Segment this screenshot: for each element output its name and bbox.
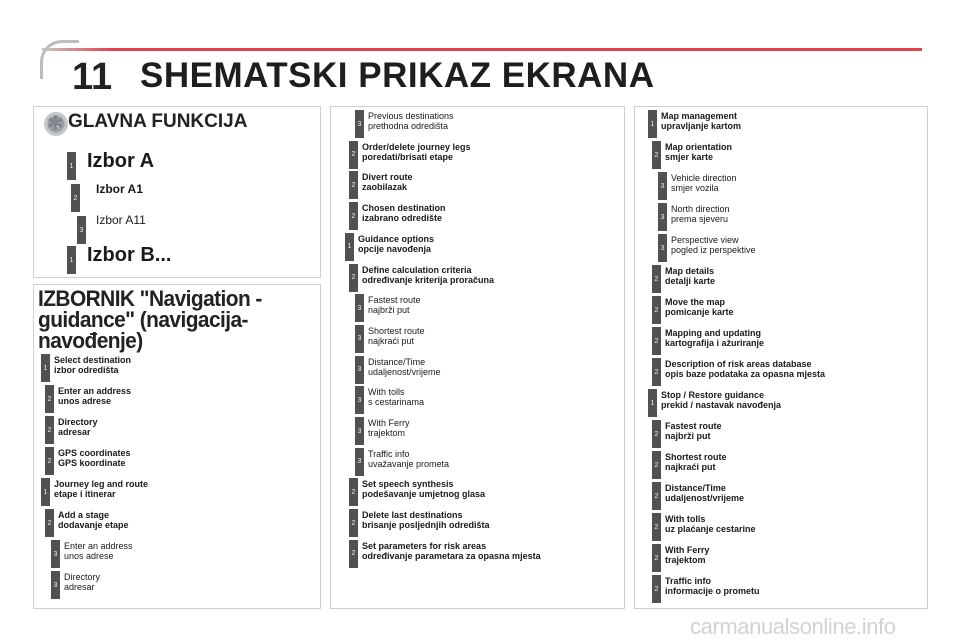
menu-entry-translation: unos adrese (58, 396, 112, 406)
menu-entry-translation: prema sjeveru (671, 214, 729, 224)
menu-entry (362, 541, 541, 561)
menu-entry-translation: unos adrese (64, 551, 114, 561)
menu-entry-english: Select destination (54, 355, 132, 365)
menu-entry-translation: zaobilazak (362, 182, 408, 193)
page-title: SHEMATSKI PRIKAZ EKRANA (140, 56, 655, 95)
menu-entry-english: Enter an address (58, 386, 132, 396)
menu-entry-english: Define calculation criteria (362, 264, 472, 275)
menu-entry (362, 203, 446, 223)
menu-entry-english: Stop / Restore guidance (661, 390, 765, 400)
menu-entry-english: Add a stage (58, 510, 110, 520)
menu-entry-english: Delete last destinations (362, 510, 463, 521)
menu-entry (368, 449, 449, 469)
menu-entry (665, 328, 764, 348)
gear-icon (44, 112, 68, 136)
example-label: Izbor A11 (96, 213, 146, 227)
level-badge: 2 (652, 451, 661, 479)
menu-entry-english: North direction (671, 204, 730, 214)
menu-entry-translation: udaljenost/vrijeme (368, 366, 441, 377)
menu-entry-translation: brisanje posljednjih odredišta (362, 520, 490, 531)
menu-entry-translation: najbrži put (368, 305, 410, 316)
menu-entry-english: Distance/Time (665, 483, 726, 493)
menu-entry (665, 359, 825, 379)
header-rule (42, 48, 922, 51)
level-badge: 3 (355, 110, 364, 138)
menu-entry-english: Enter an address (64, 541, 133, 551)
menu-entry (368, 111, 454, 131)
level-badge: 3 (658, 234, 667, 262)
menu-entry-translation: najkraći put (368, 335, 415, 346)
level-badge: 3 (355, 294, 364, 322)
menu-entry-translation: poredati/brisati etape (362, 151, 454, 162)
menu-entry-translation: trajektom (665, 555, 706, 565)
menu-entry-english: Previous destinations (368, 111, 454, 121)
menu-entry (368, 418, 410, 438)
level-badge: 3 (355, 417, 364, 445)
menu-entry (671, 173, 737, 193)
level-badge: 2 (349, 540, 358, 568)
menu-entry-translation: pogled iz perspektive (671, 245, 756, 255)
menu-entry-english: With tolls (665, 514, 706, 524)
menu-entry-translation: kartografija i ažuriranje (665, 338, 765, 348)
menu-entry (362, 142, 471, 162)
menu-entry-english: Traffic info (368, 448, 410, 459)
page-number: 11 (72, 56, 113, 98)
menu-entry (665, 142, 732, 162)
level-badge: 1 (345, 233, 354, 261)
menu-entry (665, 545, 709, 565)
menu-entry-translation: smjer vozila (671, 183, 719, 193)
menu-entry-english: Distance/Time (368, 356, 426, 367)
level-badge: 2 (652, 544, 661, 572)
menu-entry (58, 386, 131, 406)
level-badge: 1 (41, 354, 50, 382)
menu-entry-english: Description of risk areas database (665, 359, 812, 369)
menu-entry-translation: detalji karte (665, 276, 716, 286)
level-badge: 2 (652, 420, 661, 448)
level-badge: 2 (349, 141, 358, 169)
level-badge: 2 (652, 358, 661, 386)
menu-entry-english: Map management (661, 111, 738, 121)
nav-menu-title-line-2: guidance" (navigacija-navođenje) (38, 307, 248, 353)
footer-watermark: carmanualsonline.info (690, 614, 896, 639)
level-badge: 2 (45, 385, 54, 413)
example-label: Izbor A1 (96, 182, 143, 196)
menu-entry (661, 111, 741, 131)
menu-entry-translation: određivanje parametara za opasna mjesta (362, 550, 541, 561)
menu-entry-english: With tolls (368, 387, 405, 398)
menu-entry (64, 541, 133, 561)
menu-entry-translation: prekid / nastavak navođenja (661, 400, 782, 410)
menu-entry-translation: prethodna odredišta (368, 121, 449, 131)
menu-entry-translation: smjer karte (665, 152, 714, 162)
menu-entry (58, 417, 98, 437)
menu-entry-english: Chosen destination (362, 203, 446, 214)
menu-entry (671, 204, 730, 224)
level-badge: 2 (349, 264, 358, 292)
level-badge: 3 (658, 172, 667, 200)
level-badge: 3 (355, 448, 364, 476)
menu-entry (665, 297, 734, 317)
menu-entry-english: Order/delete journey legs (362, 141, 471, 152)
menu-entry-english: Map orientation (665, 142, 732, 152)
menu-entry-translation: adresar (58, 427, 91, 437)
menu-entry-english: Fastest route (665, 421, 722, 431)
menu-entry-english: Traffic info (665, 576, 712, 586)
level-badge: 2 (652, 482, 661, 510)
menu-entry-translation: pomicanje karte (665, 307, 734, 317)
level-badge: 2 (349, 171, 358, 199)
menu-entry-english: Map details (665, 266, 715, 276)
menu-entry-translation: adresar (64, 582, 95, 592)
level-badge: 1 (648, 389, 657, 417)
menu-entry (58, 510, 129, 530)
menu-entry (671, 235, 756, 255)
menu-entry (665, 266, 715, 286)
menu-entry-english: Perspective view (671, 235, 739, 245)
level-badge: 2 (71, 184, 80, 212)
menu-entry-translation: etape i itinerar (54, 489, 116, 499)
level-badge: 2 (45, 416, 54, 444)
menu-entry-translation: trajektom (368, 428, 406, 438)
level-badge: 3 (355, 325, 364, 353)
menu-entry-translation: najkraći put (665, 462, 716, 472)
menu-entry (368, 357, 441, 377)
menu-entry (665, 576, 760, 596)
level-badge: 1 (41, 478, 50, 506)
menu-entry (368, 326, 425, 346)
menu-entry (368, 387, 424, 407)
menu-entry-translation: izabrano odredište (362, 213, 443, 224)
menu-entry-english: Divert route (362, 172, 413, 183)
menu-entry-english: Fastest route (368, 295, 421, 306)
menu-entry-english: Shortest route (368, 325, 425, 336)
level-badge: 2 (652, 265, 661, 293)
menu-entry-english: Shortest route (665, 452, 727, 462)
menu-entry-english: Move the map (665, 297, 726, 307)
level-badge: 2 (652, 327, 661, 355)
menu-entry-translation: dodavanje etape (58, 520, 129, 530)
level-badge: 2 (45, 509, 54, 537)
menu-entry-english: Vehicle direction (671, 173, 737, 183)
level-badge: 3 (355, 356, 364, 384)
example-label: Izbor B... (87, 244, 172, 266)
menu-entry (665, 421, 722, 441)
menu-entry-translation: uvažavanje prometa (368, 458, 450, 469)
level-badge: 1 (67, 152, 76, 180)
level-badge: 2 (652, 513, 661, 541)
menu-entry-english: Directory (58, 417, 98, 427)
menu-entry (665, 514, 756, 534)
level-badge: 1 (67, 246, 76, 274)
menu-entry-translation: podešavanje umjetnog glasa (362, 489, 486, 500)
menu-entry (54, 479, 148, 499)
menu-entry-translation: izbor odredišta (54, 365, 119, 375)
level-badge: 3 (77, 216, 86, 244)
menu-entry-english: With Ferry (368, 418, 410, 428)
menu-entry-english: Directory (64, 572, 101, 582)
level-badge: 2 (45, 447, 54, 475)
menu-entry-english: Set parameters for risk areas (362, 540, 487, 551)
menu-entry (54, 355, 131, 375)
level-badge: 2 (652, 296, 661, 324)
menu-entry-translation: opis baze podataka za opasna mjesta (665, 369, 826, 379)
menu-entry (368, 295, 421, 315)
menu-entry-translation: informacije o prometu (665, 586, 760, 596)
level-badge: 2 (349, 202, 358, 230)
example-label: Izbor A (87, 150, 155, 172)
menu-entry (358, 234, 434, 254)
level-badge: 3 (51, 540, 60, 568)
menu-entry (661, 390, 781, 410)
menu-entry-english: Guidance options (358, 233, 435, 244)
level-badge: 3 (658, 203, 667, 231)
menu-entry (362, 479, 485, 499)
menu-entry (362, 510, 490, 530)
level-badge: 2 (349, 478, 358, 506)
nav-menu-title (38, 288, 309, 351)
menu-entry (362, 265, 494, 285)
level-badge: 2 (652, 575, 661, 603)
nav-menu-title-line-1: IZBORNIK "Navigation - (38, 286, 262, 311)
menu-entry (665, 483, 744, 503)
menu-entry-translation: najbrži put (665, 431, 711, 441)
menu-entry (58, 448, 131, 468)
menu-entry (64, 572, 100, 592)
menu-entry-english: GPS coordinates (58, 448, 131, 458)
menu-entry-english: Set speech synthesis (362, 479, 454, 490)
menu-entry-english: Mapping and updating (665, 328, 761, 338)
menu-entry-translation: opcije navođenja (358, 243, 432, 254)
menu-entry-english: With Ferry (665, 545, 710, 555)
level-badge: 3 (51, 571, 60, 599)
level-badge: 3 (355, 386, 364, 414)
menu-entry-translation: GPS koordinate (58, 458, 126, 468)
level-badge: 2 (652, 141, 661, 169)
menu-entry-translation: upravljanje kartom (661, 121, 742, 131)
menu-entry-translation: uz plaćanje cestarine (665, 524, 756, 534)
menu-entry-english: Journey leg and route (54, 479, 149, 489)
level-badge: 1 (648, 110, 657, 138)
menu-entry-translation: udaljenost/vrijeme (665, 493, 745, 503)
menu-entry (665, 452, 727, 472)
level-badge: 2 (349, 509, 358, 537)
main-function-title: GLAVNA FUNKCIJA (68, 111, 248, 132)
menu-entry (362, 172, 413, 192)
menu-entry-translation: s cestarinama (368, 397, 425, 408)
menu-entry-translation: određivanje kriterija proračuna (362, 274, 495, 285)
